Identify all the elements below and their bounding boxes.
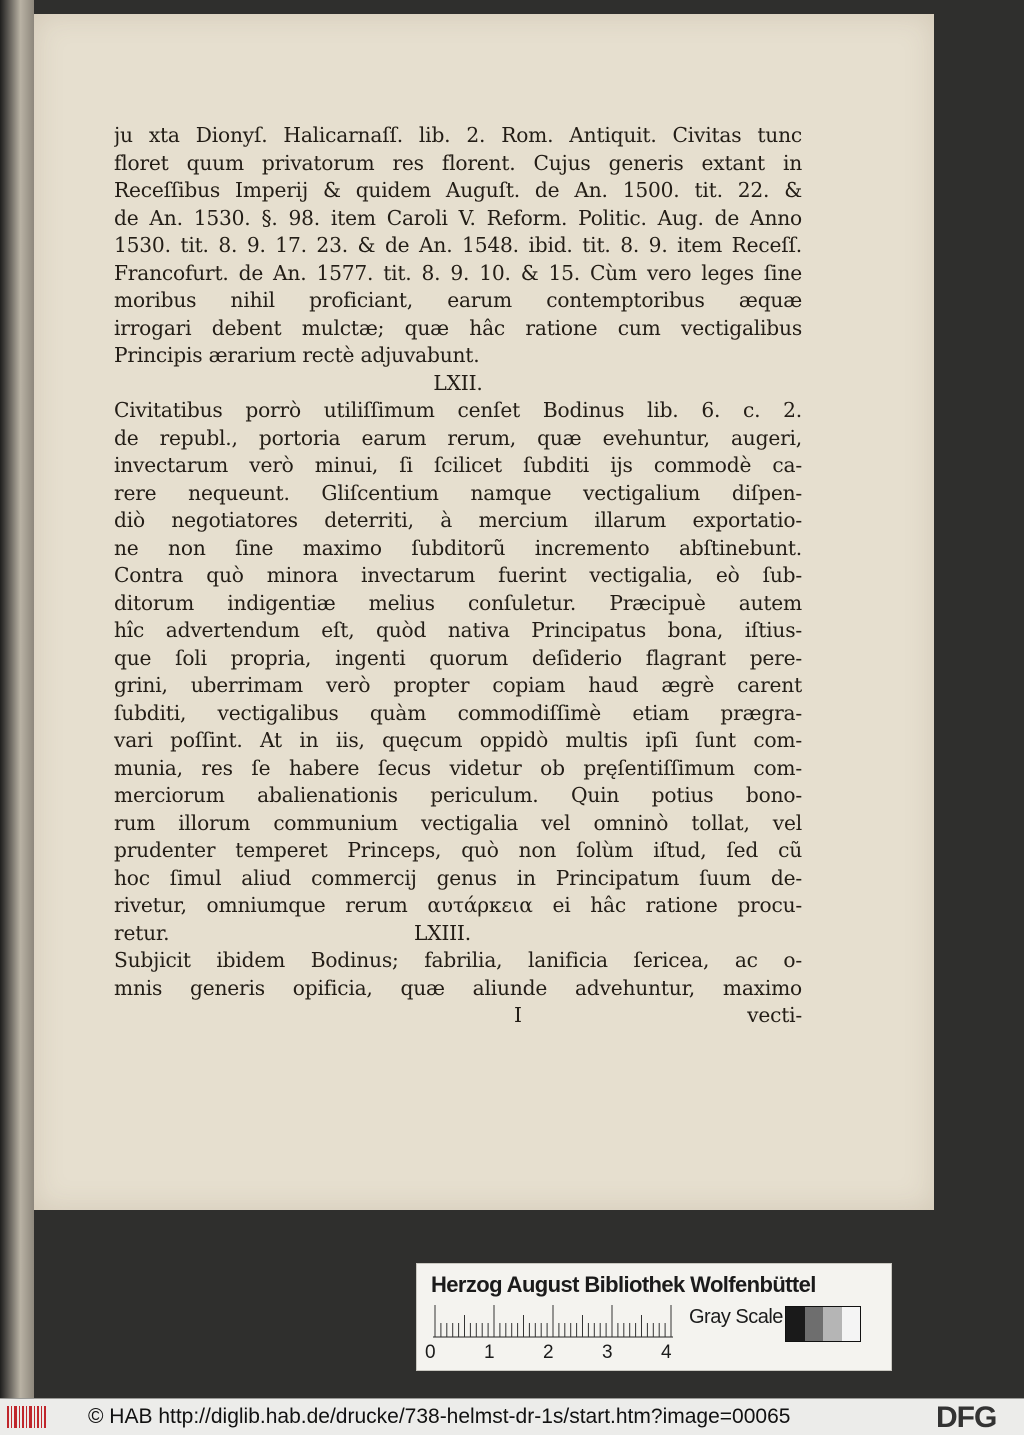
text-line: Francofurt. de An. 1577. tit. 8. 9. 10. & 15. Cùm vero leges ſine bbox=[114, 260, 802, 285]
text-line: de republ., portoria earum rerum, quæ evehuntur, augeri, bbox=[114, 425, 802, 450]
text-line: hoc ſimul aliud commercij genus in Principatum ſuum de- bbox=[114, 865, 802, 890]
text-line: floret quum privatorum res florent. Cujus generis extant in bbox=[114, 150, 802, 175]
paragraph-2-last-line bbox=[114, 920, 802, 948]
paragraph-3 bbox=[114, 947, 802, 1002]
last-line-text: retur. bbox=[114, 920, 170, 945]
measurement-ruler bbox=[433, 1304, 683, 1338]
barcode-icon bbox=[6, 1404, 48, 1430]
library-name: Herzog August Bibliothek Wolfenbüttel bbox=[431, 1272, 816, 1297]
paragraph-1 bbox=[114, 122, 802, 370]
text-line: que ſoli propria, ingenti quorum deſiderio flagrant pere- bbox=[114, 645, 802, 670]
text-line: moribus nihil proficiant, earum contemptoribus æquæ bbox=[114, 288, 802, 312]
text-line: de An. 1530. §. 98. item Caroli V. Reform. Politic. Aug. de Anno bbox=[114, 205, 802, 230]
ruler-number: 3 bbox=[602, 1342, 613, 1363]
catchword-line bbox=[114, 1002, 802, 1030]
ruler-number: 0 bbox=[425, 1342, 436, 1363]
gray-scale-patches bbox=[785, 1306, 861, 1342]
text-line: rere nequeunt. Gliſcentium namque vectigalium diſpen- bbox=[114, 480, 802, 505]
page-text bbox=[114, 122, 802, 1030]
text-line: Subjicit ibidem Bodinus; fabrilia, lanificia ſericea, ac o- bbox=[114, 948, 802, 972]
text-line: Contra quò minora invectarum fuerint vectigalia, eò ſub- bbox=[114, 563, 802, 587]
ruler-number: 4 bbox=[661, 1342, 672, 1363]
gray-patch bbox=[786, 1307, 805, 1341]
section-heading-lxiii: LXIII. bbox=[414, 920, 471, 945]
text-line: mnis generis opificia, quæ aliunde advehuntur, maximo bbox=[114, 975, 802, 1000]
text-line: Principis ærarium rectè adjuvabunt. bbox=[114, 343, 480, 367]
text-line: rum illorum communium vectigalia vel omninò tollat, vel bbox=[114, 810, 802, 835]
text-line: vari poſſint. At in iis, quęcum oppidò multis ipſi ſunt com- bbox=[114, 728, 802, 752]
text-line: merciorum abalienationis periculum. Quin potius bono- bbox=[114, 783, 802, 807]
text-line: hîc advertendum eſt, quòd nativa Principatus bona, iſtius- bbox=[114, 618, 802, 642]
ruler-number: 1 bbox=[484, 1342, 495, 1363]
gray-scale-label: Gray Scale bbox=[689, 1306, 783, 1328]
text-line: ne non ſine maximo ſubditorũ incremento abſtinebunt. bbox=[114, 535, 802, 560]
text-line: munia, res ſe habere ſecus videtur ob pręſentiſſimum com- bbox=[114, 755, 802, 780]
viewer-footer bbox=[0, 1398, 1024, 1435]
section-heading-lxii: LXII. bbox=[433, 370, 483, 395]
facing-page-edge bbox=[0, 0, 34, 1398]
text-line: Civitatibus porrò utiliſſimum cenſet Bodinus lib. 6. c. 2. bbox=[114, 398, 802, 422]
text-line: ditorum indigentiæ melius conſuletur. Præcipuè autem bbox=[114, 590, 802, 615]
ruler-numbers bbox=[425, 1342, 695, 1364]
signature-mark: I bbox=[514, 1003, 522, 1027]
text-line: ju xta Dionyſ. Halicarnaſſ. lib. 2. Rom. Antiquit. Civitas tunc bbox=[114, 123, 802, 147]
gray-patch bbox=[823, 1307, 842, 1341]
text-line: grini, uberrimam verò propter copiam haud ægrè carent bbox=[114, 673, 802, 697]
catchword: vecti- bbox=[747, 1003, 802, 1027]
text-line: prudenter temperet Princeps, quò non ſolùm iſtud, ſed cũ bbox=[114, 838, 802, 862]
text-line: Receſſibus Imperij & quidem Auguſt. de An. 1500. tit. 22. & bbox=[114, 178, 802, 202]
text-line: invectarum verò minui, ſi ſcilicet ſubditi ijs commodè ca- bbox=[114, 453, 802, 477]
paragraph-2 bbox=[114, 397, 802, 920]
ruler-number: 2 bbox=[543, 1342, 554, 1363]
text-line: rivetur, omniumque rerum αυτάρκεια ei hâc ratione procu- bbox=[114, 893, 802, 917]
book-page bbox=[34, 14, 934, 1210]
gray-patch bbox=[805, 1307, 824, 1341]
text-line: irrogari debent mulctæ; quæ hâc ratione cum vectigalibus bbox=[114, 315, 802, 340]
library-color-calibration-label bbox=[416, 1263, 892, 1371]
copyright-link[interactable]: © HAB http://diglib.hab.de/drucke/738-helmst-dr-1s/start.htm?image=00065 bbox=[88, 1405, 791, 1428]
gray-patch bbox=[842, 1307, 861, 1341]
text-line: diò negotiatores deterriti, à mercium illarum exportatio- bbox=[114, 508, 802, 532]
text-line: ſubditi, vectigalibus quàm commodiſſimè etiam prægra- bbox=[114, 700, 802, 725]
dfg-logo: DFG bbox=[936, 1401, 997, 1434]
text-line: 1530. tit. 8. 9. 17. 23. & de An. 1548. ibid. tit. 8. 9. item Receſſ. bbox=[114, 233, 802, 257]
